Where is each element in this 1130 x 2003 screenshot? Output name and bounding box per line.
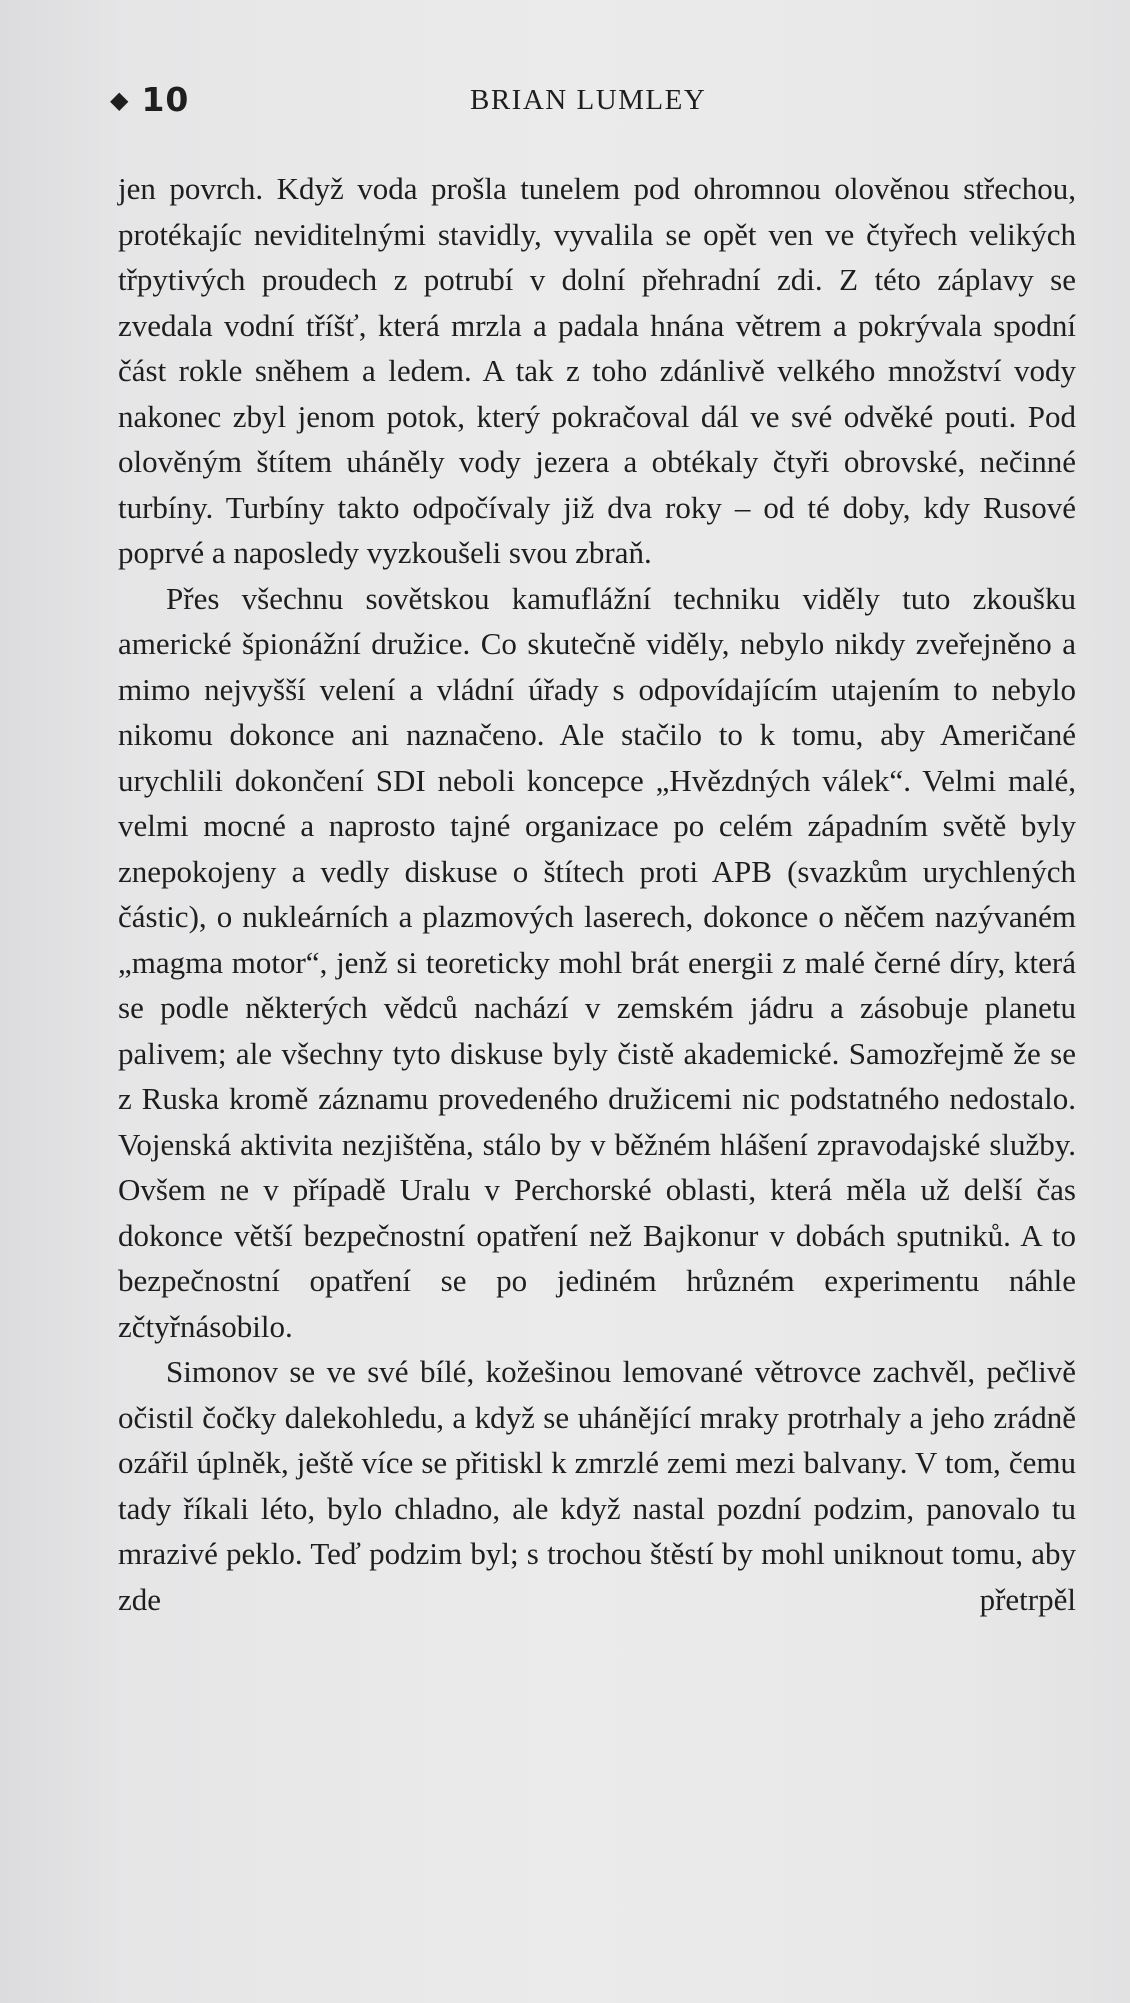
diamond-ornament-icon: ◆ (110, 86, 130, 114)
paragraph-3: Simonov se ve své bílé, kožešinou lemované větrovce zachvěl, pečlivě očistil čočky dalekohledu, a když se uhánějící mraky protrhaly a jeho zrádně ozářil úplněk, ještě více se přitiskl k zmrzlé zemi mezi balvany. V tom, čemu tady říkali léto, bylo chladno, ale když nastal pozdní podzim, panovalo tu mrazivé peklo. Teď podzim byl; s trochou štěstí by mohl uniknout tomu, aby zde přetrpěl (118, 1354, 1076, 1617)
page-number-value: 10 (141, 80, 190, 119)
paragraph-2: Přes všechnu sovětskou kamuflážní techniku viděly tuto zkoušku americké špionážní družice. Co skutečně viděly, nebylo nikdy zveřejněno a mimo nejvyšší velení a vládní úřady s odpovídajícím utajením to nebylo nikomu dokonce ani naznačeno. Ale stačilo to k tomu, aby Američané urychlili dokončení SDI neboli koncepce „Hvězdných válek“. Velmi malé, velmi mocné a naprosto tajné organizace po celém západním světě byly znepokojeny a vedly diskuse o štítech proti APB (svazkům urychlených částic), o nukleárních a plazmových laserech, dokonce o něčem nazývaném „magma motor“, jenž si teoreticky mohl brát energii z malé černé díry, která se podle některých vědců nachází v zemském jádru a zásobuje planetu palivem; ale všechny tyto diskuse byly čistě akademické. Samozřejmě že se z Ruska kromě záznamu provedeného družicemi nic podstatného nedostalo. Vojenská aktivita nezjištěna, stálo by v běžném hlášení zpravodajské služby. Ovšem ne v případě Uralu v Perchorské oblasti, která měla už delší čas dokonce větší bezpečnostní opatření než Bajkonur v dobách sputniků. A to bezpečnostní opatření se po jediném hrůzném experimentu náhle zčtyřnásobilo. (118, 580, 1076, 1344)
running-head-author: BRIAN LUMLEY (470, 84, 707, 116)
paragraph-1: jen povrch. Když voda prošla tunelem pod ohromnou olověnou střechou, protékajíc neviditelnými stavidly, vyvalila se opět ven ve čtyřech velikých třpytivých proudech z potrubí v dolní přehradní zdi. Z této záplavy se zvedala vodní tříšť, která mrzla a padala hnána větrem a pokrývala spodní část rokle sněhem a ledem. A tak z toho zdánlivě velkého množství vody nakonec zbyl jenom potok, který pokračoval dál ve své odvěké pouti. Pod olověným štítem uháněly vody jezera a obtékaly čtyři obrovské, nečinné turbíny. Turbíny takto odpočívaly již dva roky – od té doby, kdy Rusové poprvé a naposledy vyzkoušeli svou zbraň. (118, 171, 1076, 570)
page-header (110, 78, 1060, 128)
body-text (118, 166, 1076, 1622)
page-number (110, 78, 189, 122)
